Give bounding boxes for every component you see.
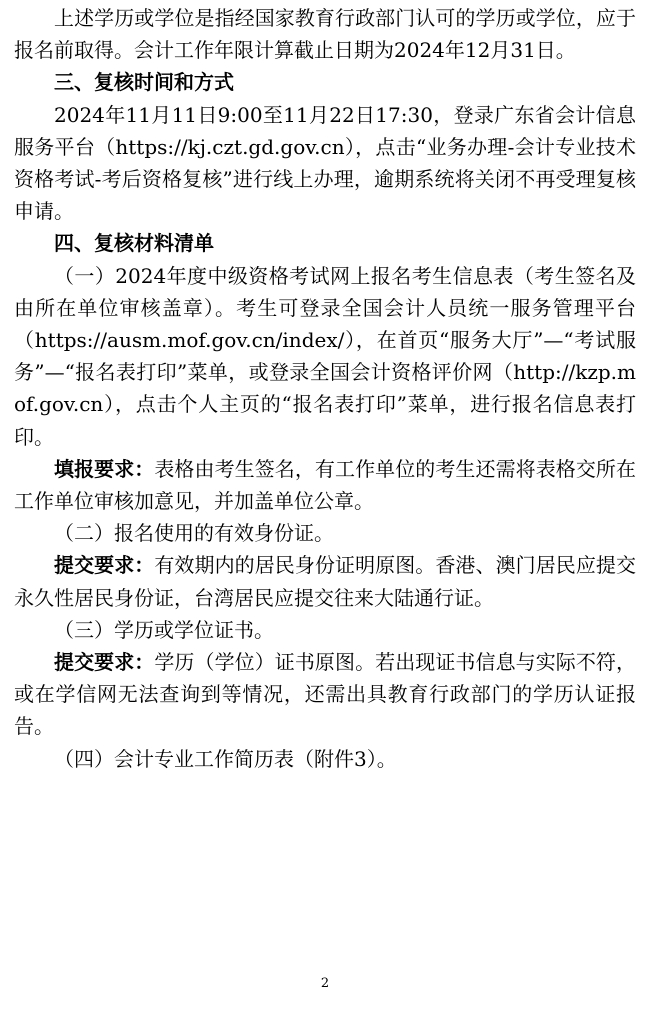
paragraph-review-time: 2024年11月11日9:00至11月22日17:30，登录广东省会计信息服务平台（https://kj.czt.gd.gov.cn），点击“业务办理-会计专业技术资格考试-考后资格复核”进行线上办理，逾期系统将关闭不再受理复核申请。 — [14, 102, 636, 224]
requirement-label: 填报要求： — [54, 456, 155, 481]
paragraph-certificate-requirement — [14, 646, 636, 743]
requirement-text: 学历（学位）证书原图。若出现证书信息与实际不符，或在学信网无法查询到等情况，还需出具教育行政部门的学历认证报告。 — [14, 650, 637, 739]
requirement-label: 提交要求： — [54, 650, 155, 675]
paragraph-material-resume: （四）会计专业工作简历表（附件3）。 — [54, 746, 397, 771]
paragraph-material-id-card: （二）报名使用的有效身份证。 — [54, 521, 334, 546]
requirement-text: 表格由考生签名，有工作单位的考生还需将表格交所在工作单位审核加意见，并加盖单位公章。 — [14, 456, 637, 514]
requirement-label: 提交要求： — [54, 553, 155, 578]
section-heading-review-time: 三、复核时间和方式 — [54, 70, 234, 95]
page-number: 2 — [320, 976, 330, 991]
section-heading-materials: 四、复核材料清单 — [54, 231, 214, 256]
document-page — [14, 0, 636, 775]
requirement-text: 有效期内的居民身份证明原图。香港、澳门居民应提交永久性居民身份证，台湾居民应提交往来大陆通行证。 — [14, 553, 637, 610]
paragraph-degree-note: 上述学历或学位是指经国家教育行政部门认可的学历或学位，应于报名前取得。会计工作年限计算截止日期为2024年12月31日。 — [14, 6, 636, 63]
paragraph-fill-requirement — [14, 453, 636, 517]
paragraph-material-registration-form: （一）2024年度中级资格考试网上报名考生信息表（考生签名及由所在单位审核盖章）。考生可登录全国会计人员统一服务管理平台（https://ausm.mof.gov.cn/index/），在首页“服务大厅”—“考试服务”—“报名表打印”菜单，或登录全国会计资格评价网（http://kzp.mof.gov.cn），点击个人主页的“报名表打印”菜单，进行报名信息表打印。 — [14, 263, 636, 449]
paragraph-material-certificate: （三）学历或学位证书。 — [54, 617, 274, 642]
paragraph-id-requirement — [14, 549, 636, 613]
